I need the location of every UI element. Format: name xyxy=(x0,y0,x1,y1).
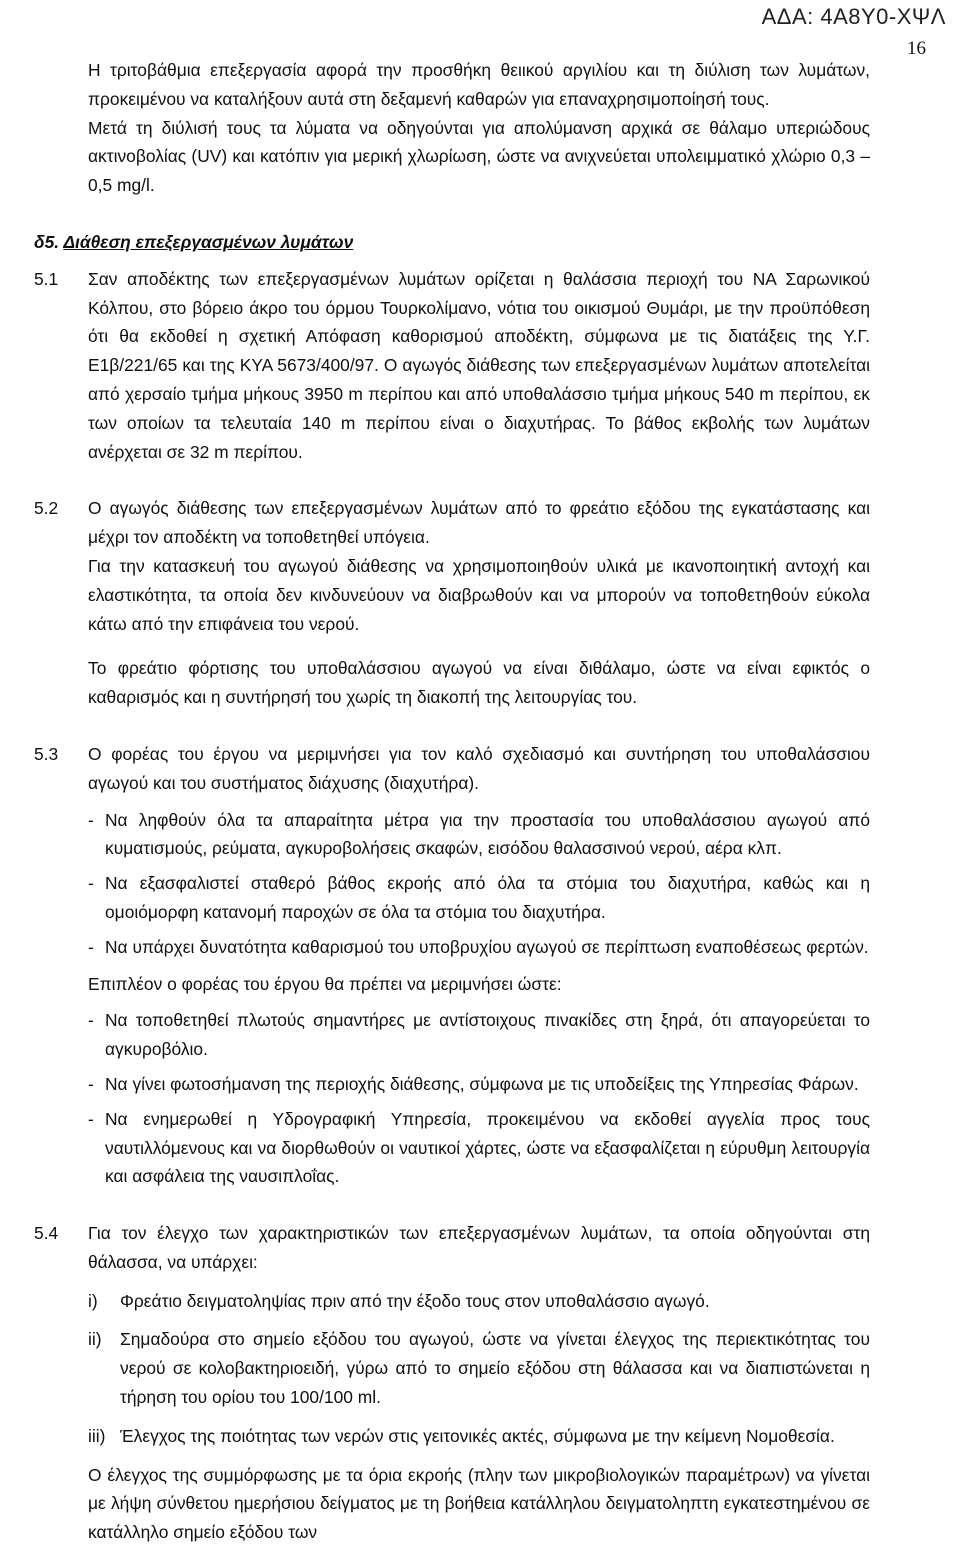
paragraph-text: Σαν αποδέκτης των επεξεργασμένων λυμάτων ορίζεται η θαλάσσια περιοχή του ΝΑ Σαρωνικού Κόλπου, στο βόρειο άκρο του όρμου Τουρκολίμανο, νότια του οικισμού Θυμάρι, με την προϋπόθεση ότι θα εκδοθεί η σχετική Απόφαση καθορισμού αποδέκτη, σύμφωνα με τις διατάξεις της Υ.Γ. Ε1β/221/65 και της ΚΥΑ 5673/400/97. Ο αγωγός διάθεσης των επεξεργασμένων λυμάτων αποτελείται από χερσαίο τμήμα μήκους 3950 m περίπου και από υποθαλάσσιο τμήμα μήκους 540 m περίπου, εκ των οποίων τα τελευταία 140 m περίπου είναι ο διαχυτήρας. Το βάθος εκβολής των λυμάτων ανέρχεται σε 32 m περίπου. xyxy=(88,268,870,462)
paragraph-text: Ο έλεγχος της συμμόρφωσης με τα όρια εκροής (πλην των μικροβιολογικών παραμέτρων) να γίνεται με λήψη σύνθετου ημερήσιου δείγματος με τη βοήθεια κατάλληλου δειγματοληπτη εγκατεστημένου σε κατάλληλο σημείο εξόδου των xyxy=(88,1464,870,1543)
section-title: Διάθεση επεξεργασμένων λυμάτων xyxy=(63,231,354,252)
list-item: - Να γίνει φωτοσήμανση της περιοχής διάθεσης, σύμφωνα με τις υποδείξεις της Υπηρεσίας Φάρων. xyxy=(88,1073,859,1094)
paragraph-5-2 xyxy=(34,494,870,712)
intro-paragraph-1: Η τριτοβάθμια επεξεργασία αφορά την προσθήκη θειικού αργιλίου και τη διύλιση των λυμάτων, προκειμένου να καταλήξουν αυτά στη δεξαμενή καθαρών για επαναχρησιμοποίησή τους. xyxy=(88,60,870,109)
document-body xyxy=(34,56,870,1547)
section-number: δ5. xyxy=(34,231,60,252)
paragraph-text: Επιπλέον ο φορέας του έργου θα πρέπει να μεριμνήσει ώστε: xyxy=(88,973,562,994)
section-heading xyxy=(34,228,870,257)
paragraph-number: 5.3 xyxy=(34,743,59,764)
paragraph-number: 5.4 xyxy=(34,1223,59,1244)
list-item: - Να ληφθούν όλα τα απαραίτητα μέτρα για την προστασία του υποθαλάσσιου αγωγού από κυματισμούς, ρεύματα, αγκυροβολήσεις σκαφών, εισόδου θαλασσινού νερού, αέρα κλπ. xyxy=(88,809,870,859)
ada-code: ΑΔΑ: 4Α8Υ0-ΧΨΛ xyxy=(761,4,946,29)
list-item: i) Φρεάτιο δειγματοληψίας πριν από την έξοδο τους στον υποθαλάσσιο αγωγό. xyxy=(88,1290,710,1311)
paragraph-text: Για τον έλεγχο των χαρακτηριστικών των επεξεργασμένων λυμάτων, τα οποία οδηγούνται στη θάλασσα, να υπάρχει: xyxy=(88,1223,870,1272)
bullet-list-measures xyxy=(88,806,870,962)
bullet-list-additional xyxy=(88,1006,870,1191)
intro-paragraph-2: Μετά τη διύλισή τους τα λύματα να οδηγούνται για απολύμανση αρχικά σε θάλαμο υπεριώδους ακτινοβολίας (UV) και κατόπιν για μερική χλωρίωση, ώστε να ανιχνεύεται υπολειμματικό χλώριο 0,3 – 0,5 mg/l. xyxy=(88,117,870,196)
paragraph-text: Το φρεάτιο φόρτισης του υποθαλάσσιου αγωγού να είναι διθάλαμο, ώστε να είναι εφικτός ο καθαρισμός και η συντήρησή του χωρίς τη διακοπή της λειτουργίας του. xyxy=(88,658,870,708)
list-item: ii) Σημαδούρα στο σημείο εξόδου του αγωγού, ώστε να γίνεται έλεγχος της περιεκτικότητας του νερού σε κολοβακτηριοειδή, γύρω από το σημείο εξόδου στη θάλασσα και να διαπιστώνεται η τήρηση του ορίου του 100/100 ml. xyxy=(88,1329,870,1408)
list-item: - Να ενημερωθεί η Υδρογραφική Υπηρεσία, προκειμένου να εκδοθεί αγγελία προς τους ναυτιλλόμενους και να διορθωθούν οι ναυτικοί χάρτες, ώστε να εξασφαλίζεται η εύρυθμη λειτουργία και ασφάλεια της ναυσιπλοΐας. xyxy=(88,1108,870,1187)
list-item: - Να τοποθετηθεί πλωτούς σημαντήρες με αντίστοιχους πινακίδες στη ξηρά, ότι απαγορεύεται το αγκυροβόλιο. xyxy=(88,1010,870,1060)
paragraph-text: Ο φορέας του έργου να μεριμνήσει για τον καλό σχεδιασμό και συντήρηση του υποθαλάσσιου αγωγού και του συστήματος διάχυσης (διαχυτήρα). xyxy=(88,743,870,793)
paragraph-number: 5.1 xyxy=(34,268,59,289)
paragraph-5-1 xyxy=(34,265,870,467)
list-item: iii) Έλεγχος της ποιότητας των νερών στις γειτονικές ακτές, σύμφωνα με την κείμενη Νομοθεσία. xyxy=(88,1425,835,1446)
list-item: - Να εξασφαλιστεί σταθερό βάθος εκροής από όλα τα στόμια του διαχυτήρα, καθώς και η ομοιόμορφη κατανομή παροχών σε όλα τα στόμια του διαχυτήρα. xyxy=(88,873,870,922)
paragraph-text: Για την κατασκευή του αγωγού διάθεσης να χρησιμοποιηθούν υλικά με ικανοποιητική αντοχή και ελαστικότητα, τα οποία δεν κινδυνεύουν να διαβρωθούν και να μπορούν να τοποθετηθούν εύκολα κάτω από την επιφάνεια του νερού. xyxy=(88,555,870,634)
list-item: - Να υπάρχει δυνατότητα καθαρισμού του υποβρυχίου αγωγού σε περίπτωση εναποθέσεως φερτών. xyxy=(88,936,869,957)
paragraph-number: 5.2 xyxy=(34,498,59,519)
paragraph-text: Ο αγωγός διάθεσης των επεξεργασμένων λυμάτων από το φρεάτιο εξόδου της εγκατάστασης και μέχρι τον αποδέκτη να τοποθετηθεί υπόγεια. xyxy=(88,498,870,548)
paragraph-5-3 xyxy=(34,740,870,1191)
paragraph-5-4 xyxy=(34,1219,870,1547)
page-number: 16 xyxy=(907,38,926,59)
